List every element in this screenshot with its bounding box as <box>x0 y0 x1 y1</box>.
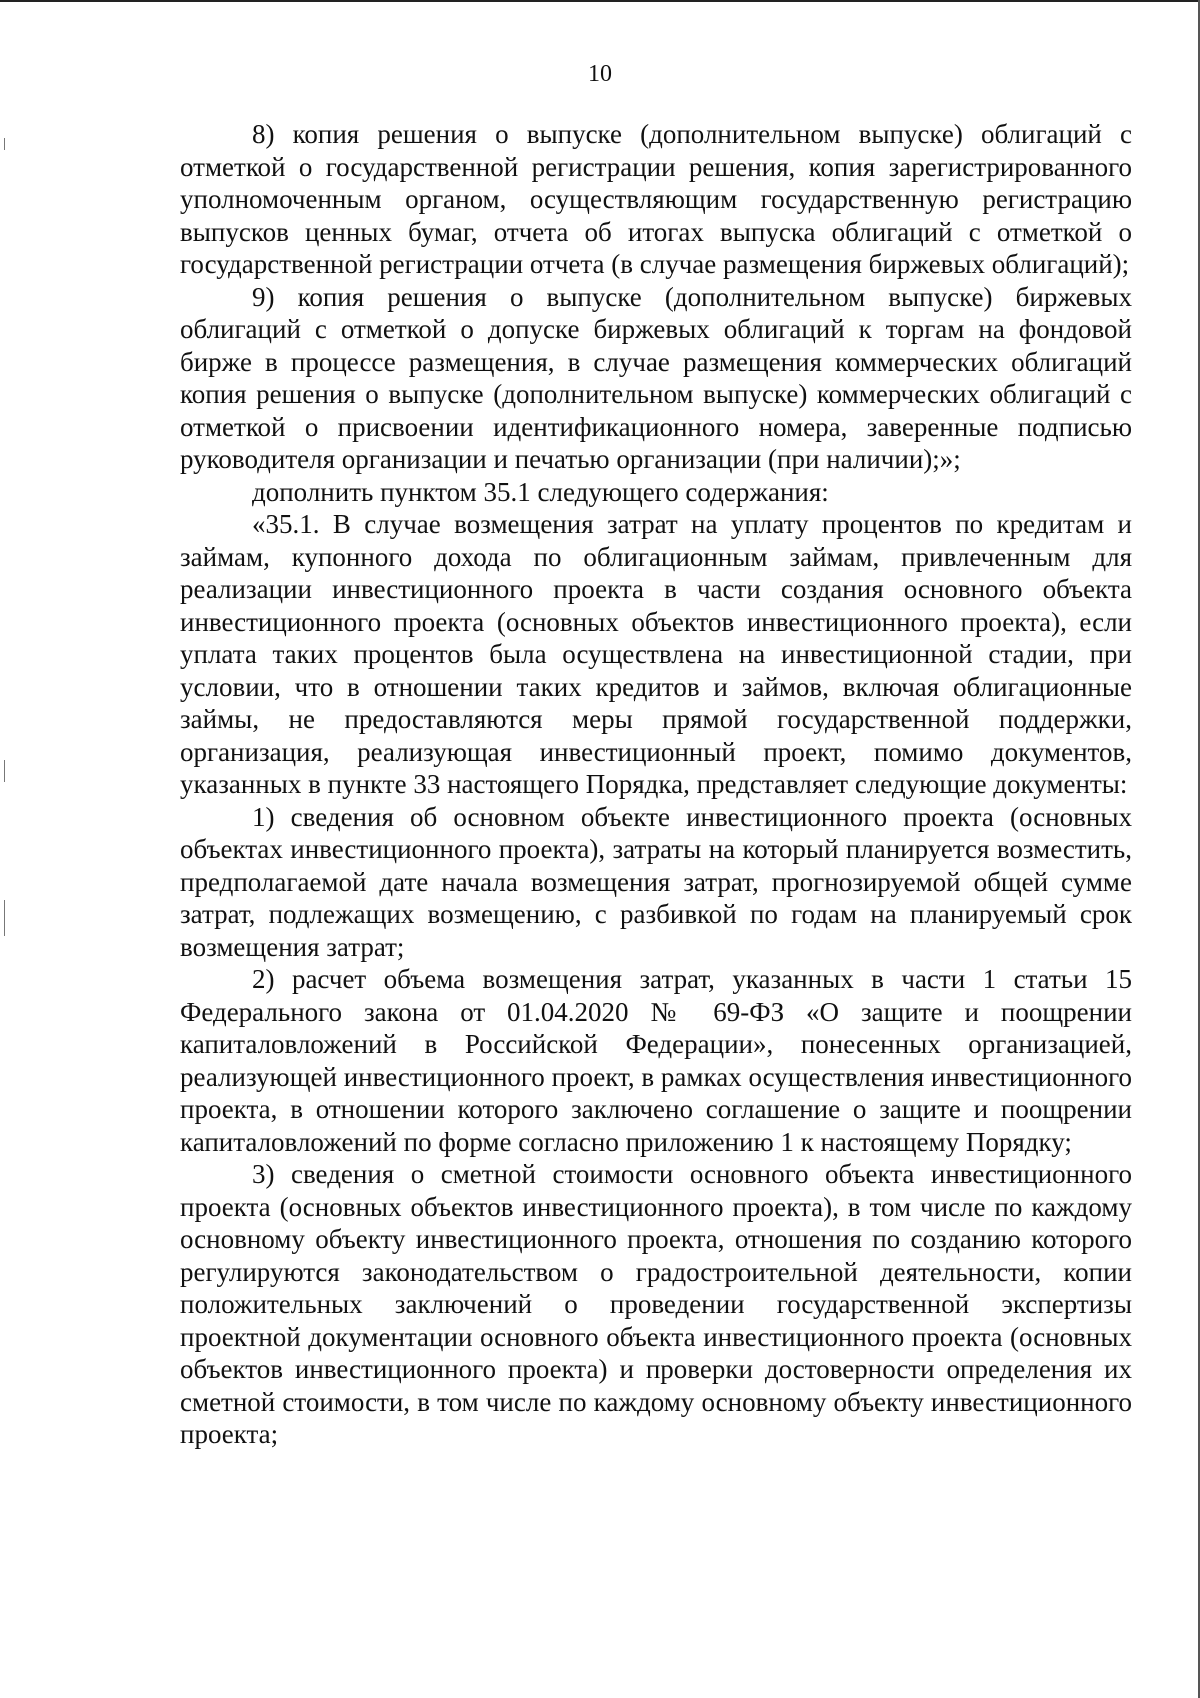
paragraph-subitem-3: 3) сведения о сметной стоимости основного объекта инвестиционного проекта (основных объектов инвестиционного проекта), в том числе по каждому основному объекту инвестиционного проекта, отношения по созданию которого регулируются законодательством о градостроительной деятельности, копии положительных заключений о проведении государственной экспертизы проектной документации основного объекта инвестиционного проекта (основных объектов инвестиционного проекта) и проверки достоверности определения их сметной стоимости, в том числе по каждому основному объекту инвестиционного проекта; <box>180 1159 1132 1449</box>
scan-artifact <box>4 760 5 782</box>
paragraph-clause-35-1: «35.1. В случае возмещения затрат на уплату процентов по кредитам и займам, купонного дохода по облигационным займам, привлеченным для реализации инвестиционного проекта в части создания основного объекта инвестиционного проекта (основных объектов инвестиционного проекта), если уплата таких процентов была осуществлена на инвестиционной стадии, при условии, что в отношении таких кредитов и займов, включая облигационные займы, не предоставляются меры прямой государственной поддержки, организация, реализующая инвестиционный проект, помимо документов, указанных в пункте 33 настоящего Порядка, представляет следующие документы: <box>180 509 1132 799</box>
paragraph-item-8: 8) копия решения о выпуске (дополнительном выпуске) облигаций с отметкой о государственной регистрации решения, копия зарегистрированного уполномоченным органом, осуществляющим государственную регистрацию выпусков ценных бумаг, отчета об итогах выпуска облигаций с отметкой о государственной регистрации отчета (в случае размещения биржевых облигаций); <box>180 119 1132 279</box>
scan-artifact <box>4 900 5 936</box>
paragraph-item-9: 9) копия решения о выпуске (дополнительном выпуске) биржевых облигаций с отметкой о допуске биржевых облигаций к торгам на фондовой бирже в процессе размещения, в случае размещения коммерческих облигаций копия решения о выпуске (дополнительном выпуске) коммерческих облигаций с отметкой о присвоении идентификационного номера, заверенные подписью руководителя организации и печатью организации (при наличии);»; <box>180 281 1132 474</box>
paragraph-subitem-2: 2) расчет объема возмещения затрат, указанных в части 1 статьи 15 Федерального закона от 01.04.2020 № 69-ФЗ «О защите и поощрении капиталовложений в Российской Федерации», понесенных организацией, реализующей инвестиционного проект, в рамках осуществления инвестиционного проекта, в отношении которого заключено соглашение о защите и поощрении капиталовложений по форме согласно приложению 1 к настоящему Порядку; <box>180 964 1132 1157</box>
top-scan-border <box>0 0 1200 2</box>
scan-artifact <box>4 138 5 150</box>
paragraph-subitem-1: 1) сведения об основном объекте инвестиционного проекта (основных объектах инвестиционного проекта), затраты на который планируется возместить, предполагаемой дате начала возмещения затрат, прогнозируемой общей сумме затрат, подлежащих возмещению, с разбивкой по годам на планируемый срок возмещения затрат; <box>180 801 1132 962</box>
paragraph-amendment-intro: дополнить пунктом 35.1 следующего содержания: <box>252 476 829 507</box>
page-number: 10 <box>588 61 612 87</box>
document-body <box>180 118 1132 1451</box>
